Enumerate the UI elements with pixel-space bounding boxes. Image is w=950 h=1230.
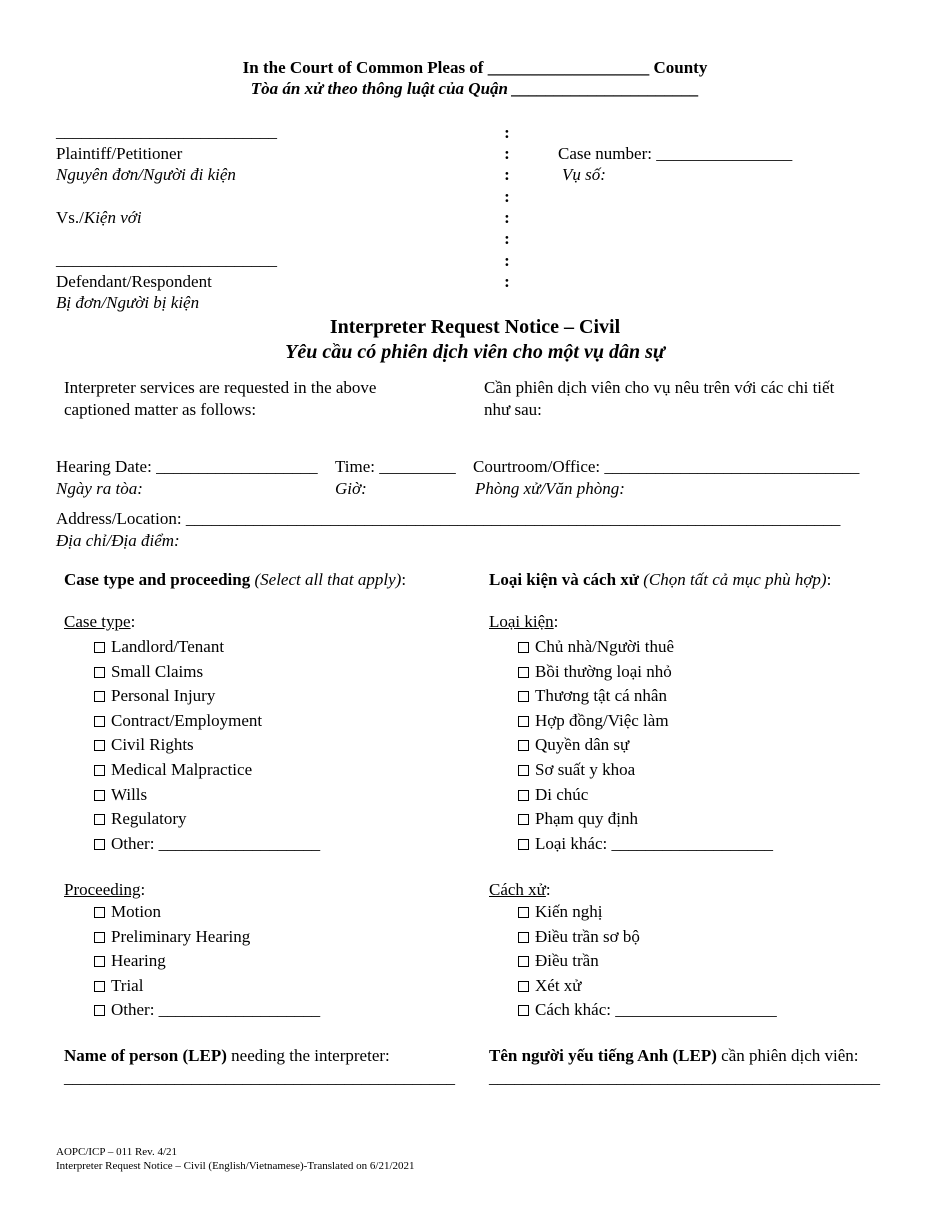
caption-colon: : (504, 123, 510, 142)
proceeding-vi-checkbox-item[interactable] (518, 1000, 777, 1020)
checkbox[interactable] (518, 981, 529, 992)
case-type-vi-checkbox-item[interactable] (518, 711, 669, 731)
proceeding-en-option-label: Trial (111, 975, 144, 995)
case-type-vi-option-label: Bồi thường loại nhỏ (535, 661, 672, 681)
case-type-en-option-label: Contract/Employment (111, 710, 263, 730)
court-en-prefix: In the Court of Common Pleas of (242, 58, 488, 77)
lep-vi-bold: Tên người yếu tiếng Anh (LEP) (489, 1046, 717, 1065)
court-title-en (0, 58, 950, 78)
lep-label-en (64, 1046, 390, 1066)
proceeding-vi-checkbox-item[interactable] (518, 951, 599, 971)
case-type-vi-option-label: Di chúc (535, 784, 589, 804)
case-type-en-option-label: Personal Injury (111, 686, 216, 706)
proceeding-vi-option-label: Điều trần sơ bộ (535, 926, 640, 946)
time-label (335, 457, 456, 477)
intro-en-line2: captioned matter as follows: (64, 400, 257, 419)
address-label (56, 509, 840, 529)
proceeding-vi-option-label: Điều trần (535, 951, 599, 971)
case-type-vi-checkbox-item[interactable] (518, 662, 672, 682)
lep-name-field-en[interactable]: ______________________________________________ (64, 1068, 455, 1087)
courtroom-field[interactable]: ______________________________ (604, 457, 860, 476)
checkbox[interactable] (518, 907, 529, 918)
heading-vi-end: : (826, 570, 832, 589)
checkbox[interactable] (518, 814, 529, 825)
lep-name-field-vi[interactable]: ______________________________________________ (489, 1068, 880, 1087)
caption-colon: : (504, 165, 510, 184)
case-type-text: Case type (64, 612, 131, 631)
case-type-vi-option-label: Thương tật cá nhân (535, 686, 667, 706)
proceeding-vi-option-label: Kiến nghị (535, 902, 603, 921)
form-footer-title: Interpreter Request Notice – Civil (English/Vietnamese)-Translated on 6/21/2021 (56, 1160, 415, 1172)
proceeding-vi-checkbox-item[interactable] (518, 927, 640, 947)
case-type-vi-checkbox-item[interactable] (518, 760, 635, 780)
proceeding-vi-checkbox-item[interactable] (518, 976, 582, 996)
checkbox[interactable] (94, 667, 105, 678)
time-text: Time: (335, 457, 380, 476)
courtroom-label (473, 457, 859, 477)
heading-en-italic: (Select all that apply) (250, 570, 402, 589)
case-type-en-option-label: Regulatory (111, 809, 187, 829)
address-text: Address/Location: (56, 509, 186, 528)
case-type-vi-option-label: Loại khác: ___________________ (535, 833, 773, 853)
proceeding-en-option-label: Motion (111, 902, 162, 921)
checkbox[interactable] (94, 1005, 105, 1016)
case-type-label-en (64, 612, 135, 632)
versus-en: Vs./ (56, 208, 84, 227)
case-type-en-option-label: Landlord/Tenant (111, 637, 225, 656)
hearing-date-text: Hearing Date: (56, 457, 157, 476)
lep-en-bold2: (LEP) (182, 1046, 227, 1065)
case-type-en-checkbox-item[interactable] (94, 809, 187, 829)
hearing-date-label (56, 457, 318, 477)
case-type-en-checkbox-item[interactable] (94, 637, 224, 657)
heading-en-end: : (401, 570, 407, 589)
time-label-vi: Giờ: (335, 479, 367, 498)
defendant-label-vi: Bị đơn/Người bị kiện (56, 293, 200, 312)
court-title-vi (0, 79, 950, 99)
heading-vi-italic: (Chọn tất cả mục phù hợp) (639, 570, 827, 589)
case-type-vi-option-label: Sơ suất y khoa (535, 760, 636, 779)
proceeding-vi-option-label: Xét xử (535, 975, 582, 995)
checkbox[interactable] (518, 765, 529, 776)
case-type-vi-option-label: Hợp đồng/Việc làm (535, 710, 669, 730)
checkbox[interactable] (94, 716, 105, 727)
intro-en-line1: Interpreter services are requested in the above (64, 378, 377, 397)
versus-label (56, 208, 142, 228)
label-colon: : (140, 880, 146, 899)
form-id: AOPC/ICP – 011 Rev. 4/21 (56, 1146, 178, 1158)
case-type-vi-option-label: Quyền dân sự (535, 735, 630, 755)
checkbox[interactable] (94, 907, 105, 918)
case-type-vi-option-label: Chủ nhà/Người thuê (535, 637, 675, 656)
checkbox[interactable] (94, 691, 105, 702)
proceeding-en-checkbox-item[interactable] (94, 976, 143, 996)
checkbox[interactable] (94, 642, 105, 653)
case-type-vi-checkbox-item[interactable] (518, 637, 674, 657)
checkbox[interactable] (518, 839, 529, 850)
court-vi-prefix: Tòa án xử theo thông luật của Quận (250, 79, 513, 98)
form-title-vi: Yêu cầu có phiên dịch viên cho một vụ dân sự (285, 341, 665, 363)
case-type-vi-option-label: Phạm quy định (535, 809, 638, 829)
plaintiff-blank[interactable]: __________________________ (56, 122, 277, 141)
proceeding-vi-checkbox-item[interactable] (518, 902, 603, 922)
plaintiff-label-en: Plaintiff/Petitioner (56, 144, 183, 163)
proceeding-label-en (64, 880, 145, 900)
label-colon: : (130, 612, 136, 631)
checkbox[interactable] (94, 932, 105, 943)
lep-en-bold1: Name of person (64, 1046, 183, 1065)
proceeding-en-checkbox-item[interactable] (94, 1000, 320, 1020)
checkbox[interactable] (94, 981, 105, 992)
caption-colon: : (504, 208, 510, 227)
proceeding-en-option-label: Other: ___________________ (111, 1000, 321, 1020)
proceeding-en-option-label: Preliminary Hearing (111, 926, 251, 946)
defendant-blank[interactable]: __________________________ (56, 250, 277, 269)
court-en-suffix: County (649, 58, 708, 77)
heading-vi-bold: Loại kiện và cách xử (489, 570, 639, 589)
caption-colon: : (504, 272, 510, 291)
defendant-label-en: Defendant/Respondent (56, 272, 212, 291)
case-number-label-en (558, 144, 792, 164)
case-type-en-checkbox-item[interactable] (94, 760, 252, 780)
case-type-en-checkbox-item[interactable] (94, 686, 215, 706)
proceeding-en-checkbox-item[interactable] (94, 951, 166, 971)
proceeding-text: Proceeding (64, 880, 141, 899)
intro-vi-line2: như sau: (484, 400, 542, 419)
case-type-en-option-label: Wills (111, 784, 148, 804)
case-type-vi-checkbox-item[interactable] (518, 785, 588, 805)
case-type-en-option-label: Small Claims (111, 661, 204, 681)
hearing-date-label-vi: Ngày ra tòa: (56, 479, 143, 498)
checkbox[interactable] (94, 839, 105, 850)
proceeding-vi-option-label: Cách khác: ___________________ (535, 1000, 777, 1020)
caption-colon: : (504, 229, 510, 248)
caption-colon: : (504, 251, 510, 270)
checkbox[interactable] (518, 740, 529, 751)
checkbox[interactable] (94, 956, 105, 967)
proceeding-label-vi (489, 880, 551, 900)
hearing-date-field[interactable]: ___________________ (156, 457, 318, 476)
checkbox[interactable] (94, 814, 105, 825)
caption-colon: : (504, 187, 510, 206)
proceeding-en-checkbox-item[interactable] (94, 927, 250, 947)
case-type-vi-checkbox-item[interactable] (518, 686, 667, 706)
checkbox[interactable] (518, 956, 529, 967)
lep-en-rest: needing the interpreter: (226, 1046, 390, 1065)
courtroom-text: Courtroom/Office: (473, 457, 605, 476)
case-type-en-checkbox-item[interactable] (94, 834, 320, 854)
case-type-en-checkbox-item[interactable] (94, 662, 203, 682)
proceeding-text-vi: Cách xử (489, 880, 546, 899)
heading-en-bold: Case type and proceeding (64, 570, 251, 589)
county-blank-en[interactable]: ___________________ (487, 58, 650, 77)
county-blank-vi[interactable]: ______________________ (512, 79, 700, 98)
address-field[interactable]: _____________________________________________________________________________ (185, 509, 841, 528)
checkbox[interactable] (94, 790, 105, 801)
address-label-vi: Địa chỉ/Địa điểm: (56, 531, 180, 550)
case-type-label-vi (489, 612, 558, 632)
courtroom-label-vi: Phòng xử/Văn phòng: (475, 479, 625, 498)
checkbox[interactable] (94, 740, 105, 751)
case-type-vi-checkbox-item[interactable] (518, 735, 629, 755)
case-section-heading-en (64, 570, 406, 590)
time-field[interactable]: _________ (379, 457, 456, 476)
case-type-en-checkbox-item[interactable] (94, 785, 147, 805)
case-type-vi-checkbox-item[interactable] (518, 809, 638, 829)
caption-colon: : (504, 144, 510, 163)
checkbox[interactable] (518, 932, 529, 943)
case-number-field[interactable]: ________________ (656, 144, 793, 163)
case-type-en-option-label: Medical Malpractice (111, 760, 253, 779)
checkbox[interactable] (518, 716, 529, 727)
case-type-en-option-label: Other: ___________________ (111, 833, 321, 853)
checkbox[interactable] (94, 765, 105, 776)
label-colon: : (545, 880, 551, 899)
plaintiff-label-vi: Nguyên đơn/Người đi kiện (56, 165, 236, 184)
case-type-en-option-label: Civil Rights (111, 735, 194, 755)
checkbox[interactable] (518, 1005, 529, 1016)
case-number-label-vi: Vụ số: (562, 165, 606, 184)
case-type-vi-checkbox-item[interactable] (518, 834, 773, 854)
form-title-en: Interpreter Request Notice – Civil (329, 316, 621, 338)
case-type-en-checkbox-item[interactable] (94, 711, 262, 731)
label-colon: : (553, 612, 559, 631)
proceeding-en-option-label: Hearing (111, 951, 166, 971)
lep-label-vi (489, 1046, 859, 1066)
checkbox[interactable] (518, 667, 529, 678)
case-type-text-vi: Loại kiện (489, 612, 554, 631)
checkbox[interactable] (518, 790, 529, 801)
versus-vi: Kiện với (83, 208, 142, 227)
lep-vi-rest: cần phiên dịch viên: (716, 1046, 859, 1065)
proceeding-en-checkbox-item[interactable] (94, 902, 161, 922)
checkbox[interactable] (518, 642, 529, 653)
case-type-en-checkbox-item[interactable] (94, 735, 194, 755)
checkbox[interactable] (518, 691, 529, 702)
intro-vi-line1: Cần phiên dịch viên cho vụ nêu trên với các chi tiết (484, 378, 835, 397)
case-number-text: Case number: (558, 144, 657, 163)
case-section-heading-vi (489, 570, 831, 590)
